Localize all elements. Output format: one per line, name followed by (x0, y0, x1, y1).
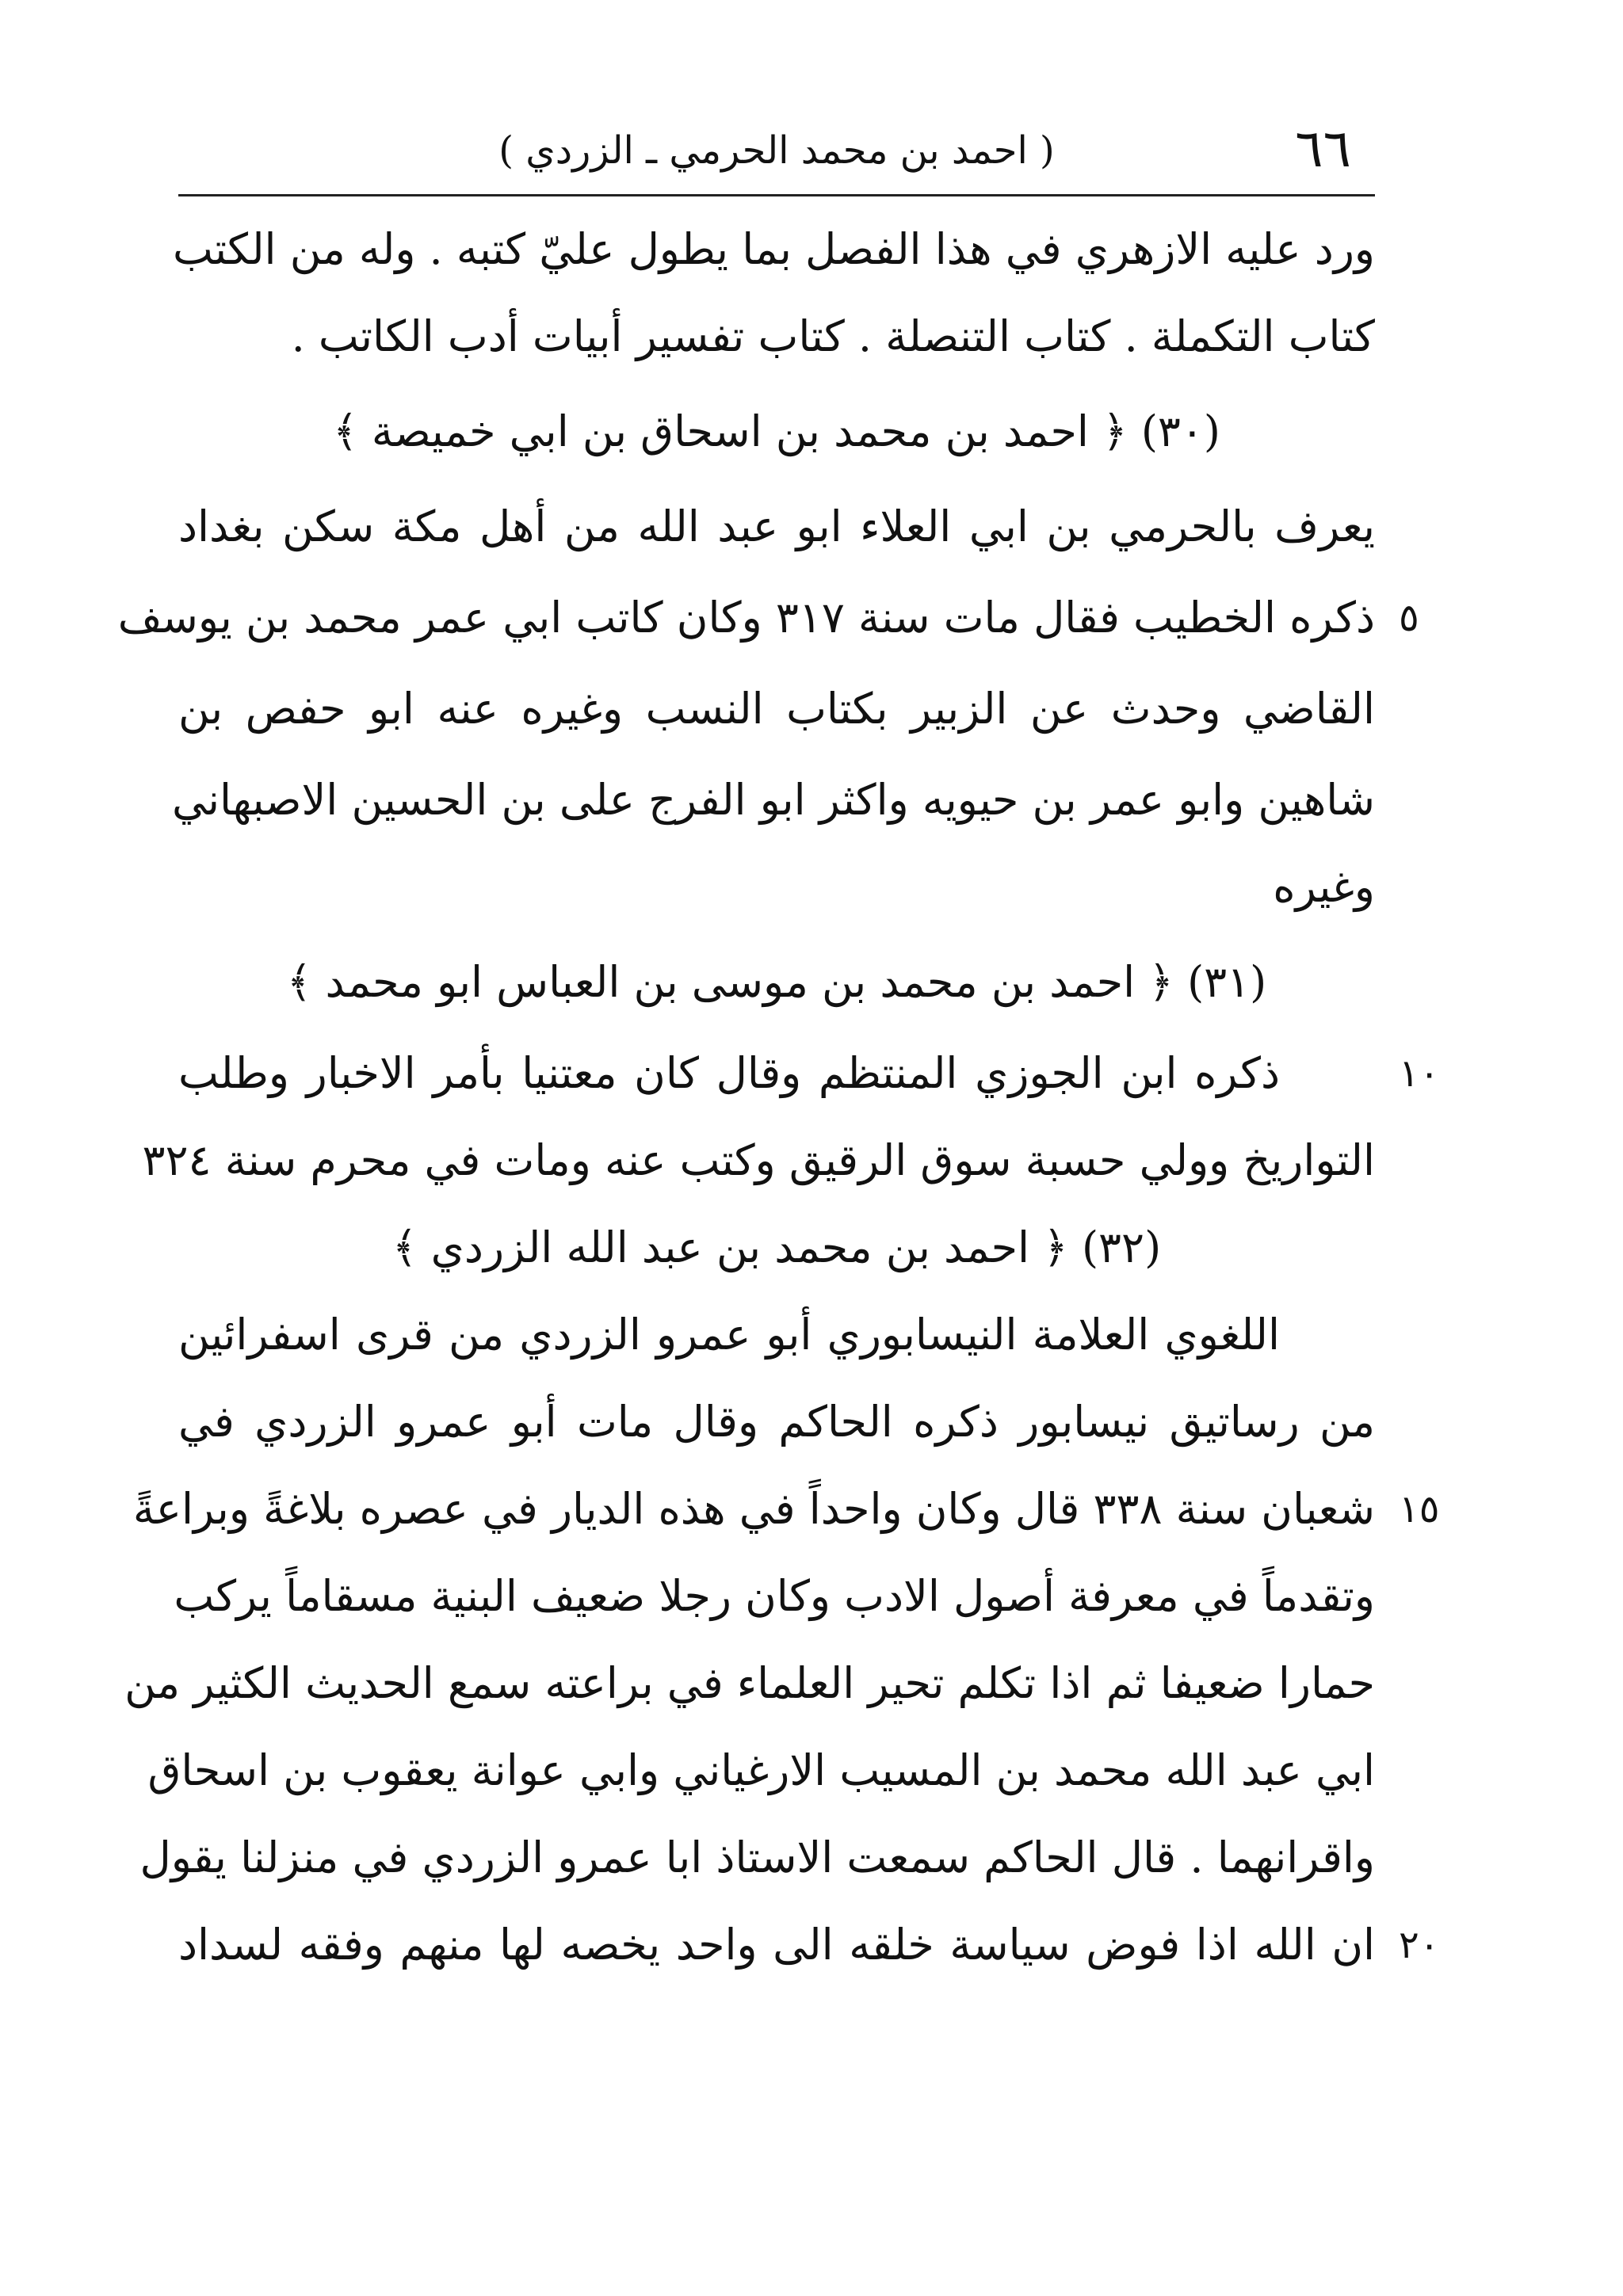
text-line: ابي عبد الله محمد بن المسيب الارغياني وابي عوانة يعقوب بن اسحاق (147, 1745, 1375, 1795)
text-line: ذكره ابن الجوزي المنتظم وقال كان معتنيا بأمر الاخبار وطلب (178, 1048, 1280, 1098)
running-title: ( احمد بن محمد الحرمي ـ الزردي ) (498, 128, 1055, 173)
text-line: وتقدماً في معرفة أصول الادب وكان رجلا ضعيف البنية مسقاماً يركب (174, 1571, 1375, 1621)
text-line: القاضي وحدث عن الزبير بكتاب النسب وغيره عنه ابو حفص بن (178, 684, 1375, 734)
text-line: ان الله اذا فوض سياسة خلقه الى واحد يخصه لها منهم وفقه لسداد (178, 1920, 1375, 1970)
line-number-20: ٢٠ (1399, 1923, 1440, 1967)
text-line: حمارا ضعيفا ثم اذا تكلم تحير العلماء في براعته سمع الحديث الكثير من (124, 1658, 1375, 1708)
text-line: التواريخ وولي حسبة سوق الرقيق وكتب عنه ومات في محرم سنة ٣٢٤ (142, 1135, 1375, 1185)
text-line: وغيره (1273, 862, 1375, 912)
text-line: شعبان سنة ٣٣٨ قال وكان واحداً في هذه الديار في عصره بلاغةً وبراعةً (132, 1484, 1375, 1534)
text-line: شاهين وابو عمر بن حيويه واكثر ابو الفرج على بن الحسين الاصبهاني (171, 775, 1375, 825)
line-number-5: ٥ (1399, 596, 1419, 640)
entry-heading-30: (٣٠) ﴿ احمد بن محمد بن اسحاق بن ابي خميصة ﴾ (333, 406, 1220, 456)
page-header (178, 111, 1375, 190)
text-line: يعرف بالحرمي بن ابي العلاء ابو عبد الله من أهل مكة سكن بغداد (178, 502, 1375, 551)
entry-heading-31: (٣١) ﴿ احمد بن محمد بن موسى بن العباس ابو محمد ﴾ (286, 957, 1267, 1007)
line-number-15: ١٥ (1399, 1487, 1440, 1531)
page-number: ٦٦ (1295, 118, 1351, 179)
text-line: ورد عليه الازهري في هذا الفصل بما يطول عليّ كتبه . وله من الكتب (172, 224, 1375, 274)
text-line: اللغوي العلامة النيسابوري أبو عمرو الزردي من قرى اسفرائين (178, 1310, 1280, 1360)
text-line: واقرانهما . قال الحاكم سمعت الاستاذ ابا عمرو الزردي في منزلنا يقول (139, 1833, 1375, 1882)
text-line: من رساتيق نيسابور ذكره الحاكم وقال مات أبو عمرو الزردي في (178, 1397, 1375, 1447)
text-line: ذكره الخطيب فقال مات سنة ٣١٧ وكان كاتب ابي عمر محمد بن يوسف (117, 593, 1375, 643)
text-line: كتاب التكملة . كتاب التنصلة . كتاب تفسير أبيات أدب الكاتب . (291, 311, 1375, 361)
line-number-10: ١٠ (1399, 1051, 1440, 1096)
header-rule (178, 194, 1375, 196)
entry-heading-32: (٣٢) ﴿ احمد بن محمد بن عبد الله الزردي ﴾ (391, 1222, 1162, 1272)
